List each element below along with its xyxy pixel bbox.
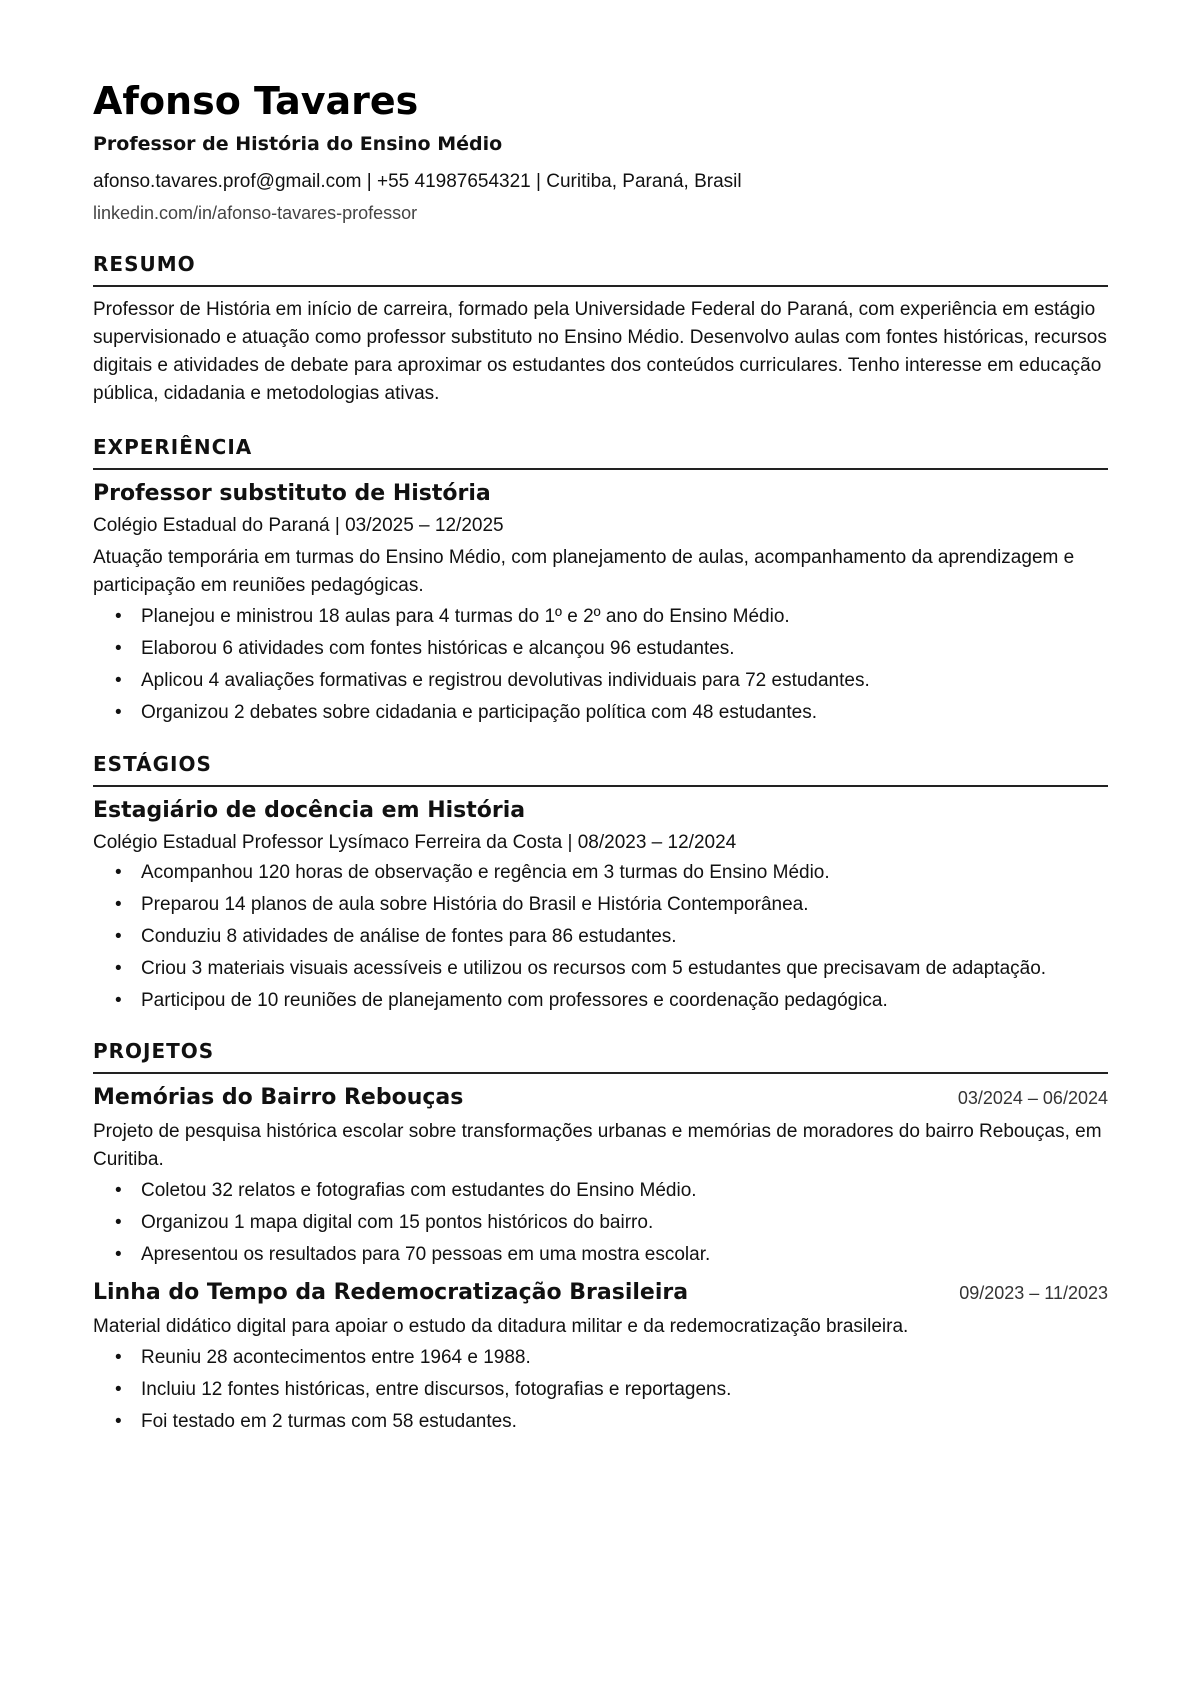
experience-org: Colégio Estadual do Paraná | 03/2025 – 12/2025 (93, 515, 504, 536)
project-header (93, 1278, 1108, 1308)
list-item (93, 1377, 1108, 1403)
list-item (93, 1210, 1108, 1236)
bullet-text: Incluiu 12 fontes históricas, entre discursos, fotografias e reportagens. (141, 1379, 732, 1400)
contact-line: afonso.tavares.prof@gmail.com | +55 41987654321 | Curitiba, Paraná, Brasil (93, 171, 742, 192)
list-item (93, 1409, 1108, 1435)
project-description: Projeto de pesquisa histórica escolar sobre transformações urbanas e memórias de moradores do bairro Rebouças, em Curitiba. (93, 1121, 1102, 1170)
project-header (93, 1083, 1108, 1113)
bullet-text: Foi testado em 2 turmas com 58 estudantes. (141, 1411, 517, 1432)
project-name: Memórias do Bairro Rebouças (93, 1085, 464, 1110)
experience-description: Atuação temporária em turmas do Ensino Médio, com planejamento de aulas, acompanhamento da aprendizagem e participação em reuniões pedagógicas. (93, 547, 1075, 596)
list-item (93, 924, 1108, 950)
project-entry (93, 1083, 1108, 1268)
section-title-resumo: RESUMO (93, 251, 1108, 287)
project-bullets (93, 1345, 1108, 1435)
bullet-icon: • (115, 638, 122, 659)
list-item (93, 892, 1108, 918)
bullet-icon: • (115, 894, 122, 915)
internship-org: Colégio Estadual Professor Lysímaco Ferreira da Costa | 08/2023 – 12/2024 (93, 832, 737, 853)
bullet-icon: • (115, 702, 122, 723)
candidate-headline: Professor de História do Ensino Médio (93, 133, 503, 155)
internship-role: Estagiário de docência em História (93, 798, 526, 823)
bullet-text: Elaborou 6 atividades com fontes históricas e alcançou 96 estudantes. (141, 638, 735, 659)
list-item (93, 700, 1108, 726)
list-item (93, 636, 1108, 662)
list-item (93, 604, 1108, 630)
list-item (93, 860, 1108, 886)
bullet-icon: • (115, 926, 122, 947)
list-item (93, 1345, 1108, 1371)
experience-role: Professor substituto de História (93, 481, 491, 506)
list-item (93, 1178, 1108, 1204)
experience-bullets (93, 604, 1108, 726)
bullet-icon: • (115, 990, 122, 1011)
linkedin-link[interactable]: linkedin.com/in/afonso-tavares-professor (93, 203, 418, 223)
project-name: Linha do Tempo da Redemocratização Brasileira (93, 1280, 689, 1305)
project-entry (93, 1278, 1108, 1435)
bullet-text: Apresentou os resultados para 70 pessoas em uma mostra escolar. (141, 1244, 711, 1265)
project-date: 09/2023 – 11/2023 (959, 1283, 1108, 1303)
bullet-icon: • (115, 1212, 122, 1233)
bullet-icon: • (115, 862, 122, 883)
bullet-icon: • (115, 1180, 122, 1201)
bullet-icon: • (115, 1244, 122, 1265)
bullet-text: Participou de 10 reuniões de planejamento com professores e coordenação pedagógica. (141, 990, 888, 1011)
bullet-icon: • (115, 1347, 122, 1368)
internship-bullets (93, 860, 1108, 1014)
section-title-estagios: ESTÁGIOS (93, 751, 1108, 787)
bullet-icon: • (115, 1411, 122, 1432)
bullet-icon: • (115, 1379, 122, 1400)
bullet-text: Reuniu 28 acontecimentos entre 1964 e 1988. (141, 1347, 531, 1368)
project-description: Material didático digital para apoiar o estudo da ditadura militar e da redemocratização brasileira. (93, 1316, 909, 1337)
summary-text: Professor de História em início de carreira, formado pela Universidade Federal do Paraná, com experiência em estágio supervisionado e atuação como professor substituto no Ensino Médio. Desenvolvo aulas com fontes históricas, recursos digitais e atividades de debate para aproximar os estudantes dos conteúdos curriculares. Tenho interesse em educação pública, cidadania e metodologias ativas. (93, 299, 1107, 404)
bullet-text: Conduziu 8 atividades de análise de fontes para 86 estudantes. (141, 926, 677, 947)
bullet-text: Criou 3 materiais visuais acessíveis e utilizou os recursos com 5 estudantes que precisavam de adaptação. (141, 958, 1047, 979)
candidate-name: Afonso Tavares (93, 79, 419, 123)
bullet-icon: • (115, 958, 122, 979)
list-item (93, 956, 1108, 982)
list-item (93, 988, 1108, 1014)
bullet-icon: • (115, 670, 122, 691)
bullet-text: Acompanhou 120 horas de observação e regência em 3 turmas do Ensino Médio. (141, 862, 830, 883)
list-item (93, 668, 1108, 694)
list-item (93, 1242, 1108, 1268)
bullet-text: Planejou e ministrou 18 aulas para 4 turmas do 1º e 2º ano do Ensino Médio. (141, 606, 790, 627)
bullet-text: Coletou 32 relatos e fotografias com estudantes do Ensino Médio. (141, 1180, 697, 1201)
bullet-icon: • (115, 606, 122, 627)
section-title-experiencia: EXPERIÊNCIA (93, 434, 1108, 470)
bullet-text: Organizou 2 debates sobre cidadania e participação política com 48 estudantes. (141, 702, 817, 723)
section-title-projetos: PROJETOS (93, 1038, 1108, 1074)
bullet-text: Organizou 1 mapa digital com 15 pontos históricos do bairro. (141, 1212, 654, 1233)
project-bullets (93, 1178, 1108, 1268)
bullet-text: Preparou 14 planos de aula sobre História do Brasil e História Contemporânea. (141, 894, 809, 915)
project-date: 03/2024 – 06/2024 (957, 1088, 1108, 1108)
bullet-text: Aplicou 4 avaliações formativas e registrou devolutivas individuais para 72 estudantes. (141, 670, 870, 691)
